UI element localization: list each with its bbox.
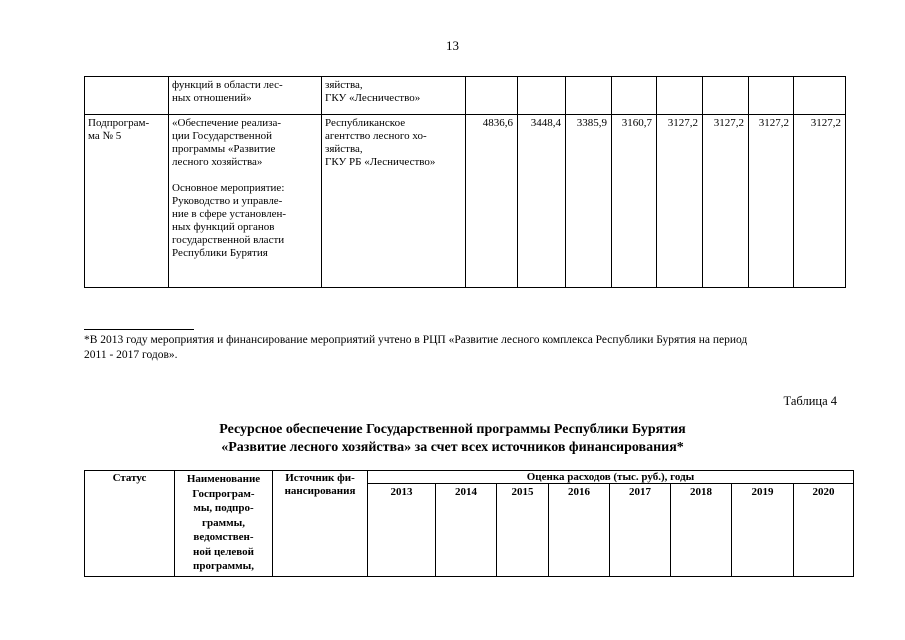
t1-value-cell: 3127,2 bbox=[793, 114, 846, 288]
t2-name-header bbox=[174, 470, 273, 577]
t1-status-line: Подпрограм- bbox=[88, 117, 150, 129]
t1-value-cell: 3160,7 bbox=[611, 114, 657, 288]
t1-cont-name-cell bbox=[168, 76, 322, 115]
t1-cont-name-line: функций в области лес- bbox=[172, 79, 283, 91]
t2-year-header: 2014 bbox=[435, 483, 497, 577]
t1-value-cell: 3127,2 bbox=[748, 114, 794, 288]
t1-source-line: ГКУ РБ «Лесничество» bbox=[325, 156, 436, 168]
t1-source-line: Республиканское bbox=[325, 117, 406, 129]
t2-name-header-line: ведомствен- bbox=[193, 531, 254, 543]
t1-cont-value-cell bbox=[465, 76, 518, 115]
t1-main-event-line: государственной власти bbox=[172, 234, 285, 246]
page-title bbox=[0, 421, 905, 457]
t2-estimate-header: Оценка расходов (тыс. руб.), годы bbox=[367, 470, 854, 484]
t1-main-event-line: Руководство и управле- bbox=[172, 195, 283, 207]
t1-value-cell: 3448,4 bbox=[517, 114, 566, 288]
t2-source-header bbox=[272, 470, 368, 577]
t1-cont-value-cell bbox=[517, 76, 566, 115]
t2-year-header: 2018 bbox=[670, 483, 732, 577]
t1-cont-value-cell bbox=[656, 76, 703, 115]
t1-name-line: программы «Развитие bbox=[172, 143, 276, 155]
t1-cont-name-line: ных отношений» bbox=[172, 92, 252, 104]
t2-name-header-line: Госпрограм- bbox=[192, 487, 255, 500]
t2-year-header: 2013 bbox=[367, 483, 436, 577]
t1-cont-value-cell bbox=[611, 76, 657, 115]
t1-cont-status-cell bbox=[84, 76, 169, 115]
t1-main-event-line: ных функций органов bbox=[172, 221, 275, 233]
t1-cont-source-cell bbox=[321, 76, 466, 115]
footnote-line: 2011 - 2017 годов». bbox=[84, 349, 178, 361]
t1-source-line: зяйства, bbox=[325, 143, 363, 155]
t2-source-header-line: нансирования bbox=[284, 485, 356, 497]
t1-cont-value-cell bbox=[565, 76, 612, 115]
t2-name-header-line: ной целевой bbox=[193, 545, 254, 558]
t1-name-line: ции Государственной bbox=[172, 130, 272, 142]
page-number: 13 bbox=[446, 38, 459, 53]
t1-name-line: лесного хозяйства» bbox=[172, 156, 263, 168]
t2-name-header-line: граммы, bbox=[202, 516, 245, 529]
t1-status-line: ма № 5 bbox=[88, 130, 122, 142]
t1-name-line: «Обеспечение реализа- bbox=[172, 117, 282, 129]
title-line: «Развитие лесного хозяйства» за счет всех источников финансирования* bbox=[221, 440, 684, 455]
t2-status-header: Статус bbox=[84, 470, 175, 577]
t1-main-event-line: Основное мероприятие: bbox=[172, 182, 285, 194]
t2-year-header: 2017 bbox=[609, 483, 671, 577]
t1-value-cell: 3385,9 bbox=[565, 114, 612, 288]
t1-cont-value-cell bbox=[702, 76, 749, 115]
t1-cont-source-line: ГКУ «Лесничество» bbox=[325, 92, 421, 104]
footnote bbox=[84, 333, 864, 363]
t2-source-header-line: Источник фи- bbox=[285, 472, 355, 484]
t1-name-cell bbox=[168, 114, 322, 288]
t1-cont-value-cell bbox=[793, 76, 846, 115]
t1-source-line: агентство лесного хо- bbox=[325, 130, 427, 142]
t1-value-cell: 3127,2 bbox=[656, 114, 703, 288]
t1-main-event-line: ние в сфере установлен- bbox=[172, 208, 287, 220]
title-line: Ресурсное обеспечение Государственной программы Республики Бурятия bbox=[219, 422, 686, 437]
t2-name-header-line: Наименование bbox=[186, 473, 261, 485]
t2-year-header: 2015 bbox=[496, 483, 549, 577]
t1-source-cell bbox=[321, 114, 466, 288]
t1-value-cell: 4836,6 bbox=[465, 114, 518, 288]
t2-year-header: 2020 bbox=[793, 483, 854, 577]
t1-status-cell bbox=[84, 114, 169, 288]
t2-name-header-line: программы, bbox=[193, 560, 254, 572]
t1-main-event-line: Республики Бурятия bbox=[172, 247, 268, 259]
t1-cont-value-cell bbox=[748, 76, 794, 115]
footnote-rule bbox=[84, 329, 194, 330]
t2-year-header: 2016 bbox=[548, 483, 610, 577]
t1-name-spacer bbox=[172, 169, 318, 182]
table-label: Таблица 4 bbox=[783, 394, 837, 408]
t1-value-cell: 3127,2 bbox=[702, 114, 749, 288]
footnote-line: *В 2013 году мероприятия и финансирование мероприятий учтено в РЦП «Развитие лесного комплекса Республики Бурятия на период bbox=[84, 334, 748, 346]
t2-year-header: 2019 bbox=[731, 483, 794, 577]
t2-name-header-line: мы, подпро- bbox=[193, 502, 254, 514]
t1-cont-source-line: зяйства, bbox=[325, 79, 363, 91]
